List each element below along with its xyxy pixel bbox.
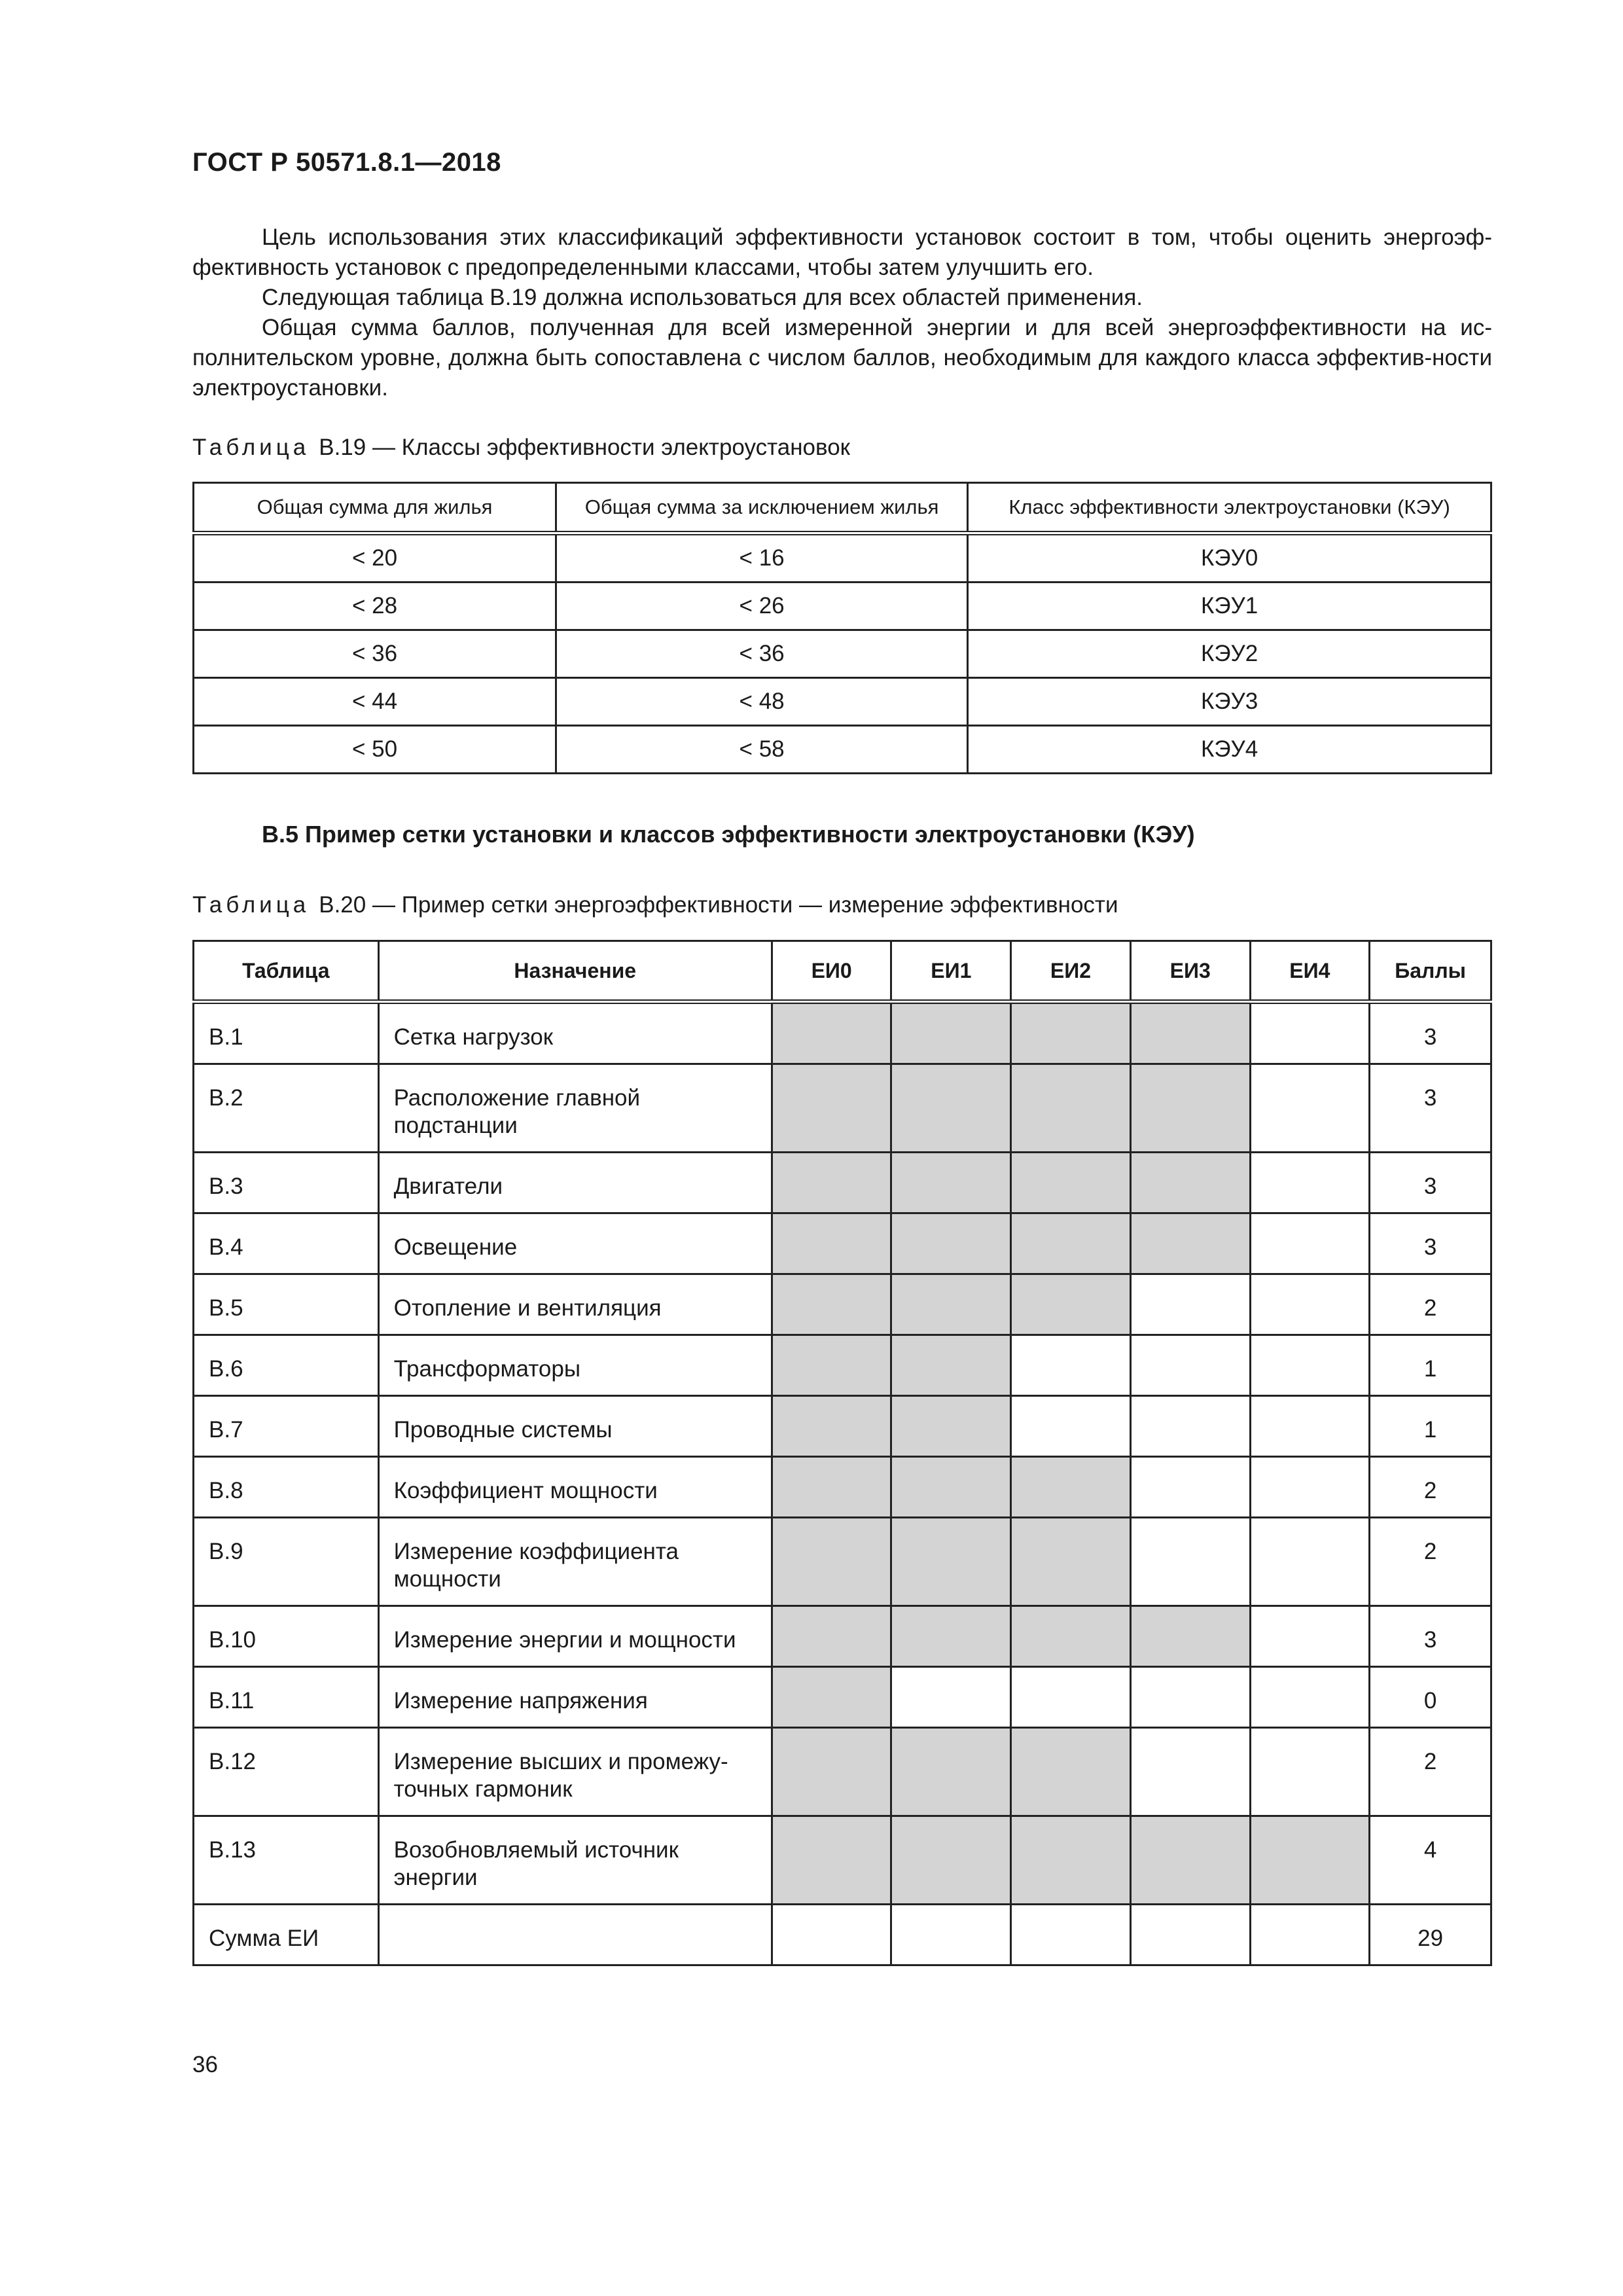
efficiency-level-cell xyxy=(1011,1816,1131,1905)
table-caption-text: В.20 — Пример сетки энергоэффективности — измерение эффективности xyxy=(319,892,1118,918)
column-header: ЕИ0 xyxy=(772,941,891,1002)
efficiency-level-cell xyxy=(1250,1518,1370,1606)
table-b19-caption xyxy=(192,433,850,463)
efficiency-level-cell xyxy=(772,1457,891,1518)
efficiency-level-cell xyxy=(772,1518,891,1606)
table-b20-caption xyxy=(192,890,1118,920)
efficiency-level-cell xyxy=(1250,1153,1370,1213)
table-cell: < 28 xyxy=(194,583,556,630)
efficiency-level-cell xyxy=(1250,1728,1370,1816)
row-name: Возобновляемый источник энергии xyxy=(378,1816,772,1905)
efficiency-level-cell xyxy=(1250,1274,1370,1335)
row-score: 1 xyxy=(1370,1396,1491,1457)
table-cell: КЭУ2 xyxy=(968,630,1491,678)
table-row xyxy=(194,1518,1491,1606)
efficiency-grid-table xyxy=(192,940,1492,1966)
efficiency-classes-table xyxy=(192,482,1492,774)
table-row xyxy=(194,1153,1491,1213)
row-name: Измерение высших и промежу-точных гармоник xyxy=(378,1728,772,1816)
efficiency-level-cell xyxy=(891,1728,1011,1816)
table-row xyxy=(194,630,1491,678)
efficiency-level-cell xyxy=(772,1335,891,1396)
column-header: Таблица xyxy=(194,941,379,1002)
table-cell: < 16 xyxy=(556,533,968,583)
table-row xyxy=(194,1667,1491,1728)
intro-text xyxy=(192,223,1492,403)
table-row xyxy=(194,678,1491,726)
table-cell: КЭУ0 xyxy=(968,533,1491,583)
row-code: В.4 xyxy=(194,1213,379,1274)
efficiency-level-cell xyxy=(772,1667,891,1728)
efficiency-level-cell xyxy=(891,1606,1011,1667)
efficiency-level-cell xyxy=(1130,1002,1250,1064)
efficiency-level-cell xyxy=(1130,1905,1250,1965)
efficiency-level-cell xyxy=(1130,1274,1250,1335)
efficiency-level-cell xyxy=(891,1905,1011,1965)
efficiency-level-cell xyxy=(1130,1213,1250,1274)
row-score: 3 xyxy=(1370,1153,1491,1213)
efficiency-level-cell xyxy=(1011,1457,1131,1518)
table-caption-word: Таблица xyxy=(192,892,310,918)
row-name: Трансформаторы xyxy=(378,1335,772,1396)
efficiency-level-cell xyxy=(772,1905,891,1965)
row-code: В.8 xyxy=(194,1457,379,1518)
table-cell: < 36 xyxy=(556,630,968,678)
column-header: Назначение xyxy=(378,941,772,1002)
row-code: В.9 xyxy=(194,1518,379,1606)
row-code: В.11 xyxy=(194,1667,379,1728)
efficiency-level-cell xyxy=(891,1002,1011,1064)
row-score: 3 xyxy=(1370,1064,1491,1153)
table-cell: < 58 xyxy=(556,726,968,774)
row-score: 2 xyxy=(1370,1728,1491,1816)
table-row xyxy=(194,1213,1491,1274)
efficiency-level-cell xyxy=(891,1518,1011,1606)
row-score: 2 xyxy=(1370,1518,1491,1606)
efficiency-level-cell xyxy=(1130,1728,1250,1816)
row-name: Коэффициент мощности xyxy=(378,1457,772,1518)
efficiency-level-cell xyxy=(1250,1457,1370,1518)
table-row xyxy=(194,1457,1491,1518)
efficiency-level-cell xyxy=(772,1396,891,1457)
table-row xyxy=(194,583,1491,630)
efficiency-level-cell xyxy=(1250,1335,1370,1396)
row-name: Двигатели xyxy=(378,1153,772,1213)
table-cell: < 36 xyxy=(194,630,556,678)
row-code: Сумма ЕИ xyxy=(194,1905,379,1965)
efficiency-level-cell xyxy=(891,1335,1011,1396)
efficiency-level-cell xyxy=(1130,1606,1250,1667)
efficiency-level-cell xyxy=(1250,1905,1370,1965)
table-cell: < 50 xyxy=(194,726,556,774)
table-row xyxy=(194,1816,1491,1905)
efficiency-level-cell xyxy=(1011,1002,1131,1064)
row-code: В.13 xyxy=(194,1816,379,1905)
row-score: 3 xyxy=(1370,1213,1491,1274)
table-row xyxy=(194,533,1491,583)
row-score: 3 xyxy=(1370,1002,1491,1064)
efficiency-level-cell xyxy=(1011,1335,1131,1396)
efficiency-level-cell xyxy=(1011,1153,1131,1213)
efficiency-level-cell xyxy=(1130,1396,1250,1457)
efficiency-level-cell xyxy=(1250,1064,1370,1153)
column-header: Баллы xyxy=(1370,941,1491,1002)
row-code: В.2 xyxy=(194,1064,379,1153)
page-number: 36 xyxy=(192,2052,218,2077)
row-name: Измерение энергии и мощности xyxy=(378,1606,772,1667)
efficiency-level-cell xyxy=(1011,1905,1131,1965)
column-header: ЕИ1 xyxy=(891,941,1011,1002)
table-cell: < 48 xyxy=(556,678,968,726)
row-score: 4 xyxy=(1370,1816,1491,1905)
efficiency-level-cell xyxy=(891,1213,1011,1274)
row-code: В.6 xyxy=(194,1335,379,1396)
table-row xyxy=(194,1728,1491,1816)
table-row xyxy=(194,1064,1491,1153)
table-cell: < 26 xyxy=(556,583,968,630)
efficiency-level-cell xyxy=(1011,1396,1131,1457)
efficiency-level-cell xyxy=(891,1153,1011,1213)
table-caption-word: Таблица xyxy=(192,435,310,460)
table-row xyxy=(194,726,1491,774)
efficiency-level-cell xyxy=(1011,1667,1131,1728)
row-name: Освещение xyxy=(378,1213,772,1274)
table-row xyxy=(194,1335,1491,1396)
table-header-row xyxy=(194,941,1491,1002)
table-row xyxy=(194,1396,1491,1457)
row-score: 2 xyxy=(1370,1274,1491,1335)
efficiency-level-cell xyxy=(1011,1213,1131,1274)
document-code-header: ГОСТ Р 50571.8.1—2018 xyxy=(192,148,501,177)
column-header: ЕИ2 xyxy=(1011,941,1131,1002)
table-caption-text: В.19 — Классы эффективности электроустановок xyxy=(319,435,850,460)
table-header-row xyxy=(194,483,1491,533)
intro-paragraph: Цель использования этих классификаций эффективности установок состоит в том, чтобы оценить энергоэф-фективность установок с предопределенными классами, чтобы затем улучшить его. xyxy=(192,224,1492,280)
efficiency-level-cell xyxy=(1011,1606,1131,1667)
intro-paragraph: Следующая таблица В.19 должна использоваться для всех областей применения. xyxy=(262,285,1143,310)
efficiency-level-cell xyxy=(1250,1213,1370,1274)
efficiency-level-cell xyxy=(772,1728,891,1816)
column-header: Класс эффективности электроустановки (КЭУ) xyxy=(968,483,1491,533)
efficiency-level-cell xyxy=(1250,1606,1370,1667)
table-row xyxy=(194,1606,1491,1667)
efficiency-level-cell xyxy=(1011,1518,1131,1606)
row-score: 0 xyxy=(1370,1667,1491,1728)
table-cell: < 44 xyxy=(194,678,556,726)
efficiency-level-cell xyxy=(1250,1667,1370,1728)
efficiency-level-cell xyxy=(772,1606,891,1667)
row-score: 29 xyxy=(1370,1905,1491,1965)
efficiency-level-cell xyxy=(1011,1728,1131,1816)
row-score: 2 xyxy=(1370,1457,1491,1518)
column-header: ЕИ3 xyxy=(1130,941,1250,1002)
column-header: Общая сумма за исключением жилья xyxy=(556,483,968,533)
row-name: Проводные системы xyxy=(378,1396,772,1457)
efficiency-level-cell xyxy=(1130,1457,1250,1518)
efficiency-level-cell xyxy=(891,1396,1011,1457)
efficiency-level-cell xyxy=(891,1667,1011,1728)
column-header: Общая сумма для жилья xyxy=(194,483,556,533)
efficiency-level-cell xyxy=(891,1064,1011,1153)
row-score: 3 xyxy=(1370,1606,1491,1667)
table-row xyxy=(194,1274,1491,1335)
column-header: ЕИ4 xyxy=(1250,941,1370,1002)
efficiency-level-cell xyxy=(1130,1518,1250,1606)
efficiency-level-cell xyxy=(772,1816,891,1905)
efficiency-level-cell xyxy=(891,1274,1011,1335)
table-cell: КЭУ4 xyxy=(968,726,1491,774)
row-code: В.7 xyxy=(194,1396,379,1457)
table-cell: КЭУ3 xyxy=(968,678,1491,726)
table-row xyxy=(194,1002,1491,1064)
efficiency-grid-body xyxy=(194,1002,1491,1965)
efficiency-level-cell xyxy=(1130,1153,1250,1213)
section-b5-title: В.5 Пример сетки установки и классов эффективности электроустановки (КЭУ) xyxy=(262,821,1195,848)
row-code: В.3 xyxy=(194,1153,379,1213)
efficiency-level-cell xyxy=(1011,1274,1131,1335)
efficiency-level-cell xyxy=(1011,1064,1131,1153)
table-cell: < 20 xyxy=(194,533,556,583)
row-code: В.10 xyxy=(194,1606,379,1667)
efficiency-level-cell xyxy=(1130,1667,1250,1728)
efficiency-level-cell xyxy=(772,1064,891,1153)
efficiency-level-cell xyxy=(1250,1002,1370,1064)
row-name: Сетка нагрузок xyxy=(378,1002,772,1064)
row-name: Расположение главной подстанции xyxy=(378,1064,772,1153)
table-cell: КЭУ1 xyxy=(968,583,1491,630)
row-code: В.5 xyxy=(194,1274,379,1335)
efficiency-level-cell xyxy=(1250,1396,1370,1457)
row-name: Измерение коэффициента мощности xyxy=(378,1518,772,1606)
efficiency-level-cell xyxy=(772,1153,891,1213)
intro-paragraph: Общая сумма баллов, полученная для всей измеренной энергии и для всей энергоэффективности на ис-полнительском уровне, должна быть сопоставлена с числом баллов, необходимым для каждого класса эффектив-ности электроустановки. xyxy=(192,315,1492,401)
efficiency-level-cell xyxy=(772,1002,891,1064)
row-name: Отопление и вентиляция xyxy=(378,1274,772,1335)
table-row xyxy=(194,1905,1491,1965)
row-score: 1 xyxy=(1370,1335,1491,1396)
row-code: В.12 xyxy=(194,1728,379,1816)
efficiency-level-cell xyxy=(772,1274,891,1335)
efficiency-level-cell xyxy=(772,1213,891,1274)
row-name: Измерение напряжения xyxy=(378,1667,772,1728)
row-name xyxy=(378,1905,772,1965)
efficiency-level-cell xyxy=(1250,1816,1370,1905)
efficiency-level-cell xyxy=(1130,1064,1250,1153)
efficiency-level-cell xyxy=(1130,1816,1250,1905)
row-code: В.1 xyxy=(194,1002,379,1064)
efficiency-level-cell xyxy=(891,1457,1011,1518)
efficiency-level-cell xyxy=(891,1816,1011,1905)
efficiency-level-cell xyxy=(1130,1335,1250,1396)
